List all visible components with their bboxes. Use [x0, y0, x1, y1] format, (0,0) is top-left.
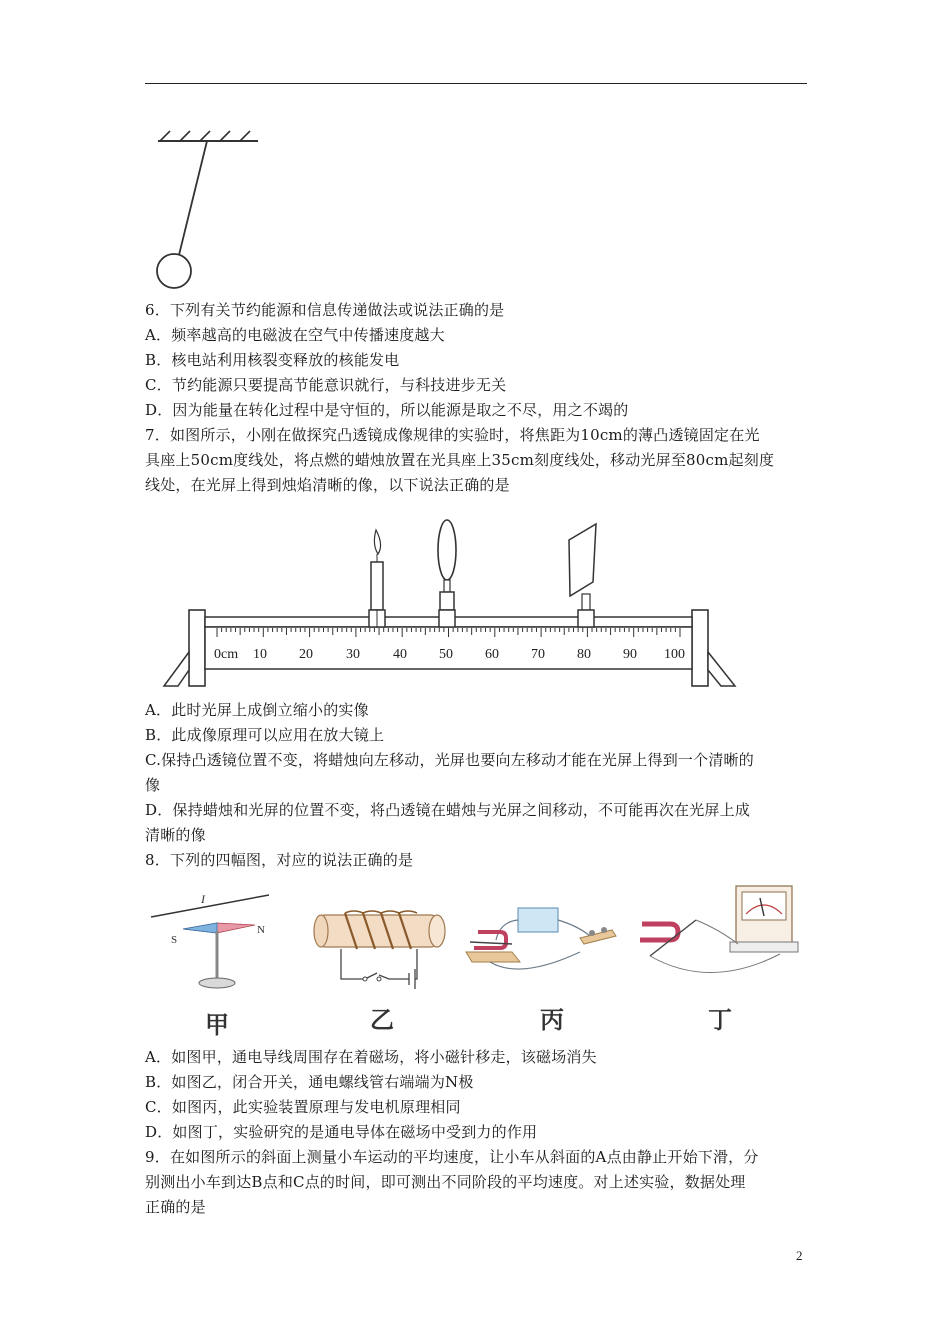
q8-option-b: B．如图乙，闭合开关，通电螺线管右端端为N极 [145, 1073, 474, 1091]
caption-bing: 丙 [540, 1006, 564, 1034]
figure-jia [145, 885, 285, 995]
pendulum-figure [150, 125, 265, 290]
current-label: I [201, 892, 205, 906]
convex-lens [438, 520, 456, 627]
scale-label-10: 10 [253, 647, 267, 662]
q6-stem: 6．下列有关节约能源和信息传递做法或说法正确的是 [145, 301, 505, 319]
q7-stem-line-3: 线处，在光屏上得到烛焰清晰的像，以下说法正确的是 [145, 476, 510, 494]
q7-option-d: D．保持蜡烛和光屏的位置不变，将凸透镜在蜡烛与光屏之间移动，不可能再次在光屏上成 [145, 801, 751, 819]
caption-jia: 甲 [205, 1011, 229, 1039]
q9-stem-line-1: 9．在如图所示的斜面上测量小车运动的平均速度，让小车从斜面的A点由静止开始下滑，分 [145, 1148, 759, 1166]
q7-option-b: B．此成像原理可以应用在放大镜上 [145, 726, 385, 744]
scale-label-90: 90 [623, 647, 637, 662]
scale-label-70: 70 [531, 647, 545, 662]
scale-label-60: 60 [485, 647, 499, 662]
scale-label-0: 0cm [214, 647, 239, 662]
scale-label-40: 40 [393, 647, 407, 662]
q7-stem-line-1: 7．如图所示，小刚在做探究凸透镜成像规律的实验时，将焦距为10cm的薄凸透镜固定在光 [145, 426, 760, 444]
q6-option-b: B．核电站利用核裂变释放的核能发电 [145, 351, 400, 369]
q8-option-a: A．如图甲，通电导线周围存在着磁场，将小磁针移走，该磁场消失 [145, 1048, 597, 1066]
candle [369, 530, 385, 627]
q8-stem: 8．下列的四幅图，对应的说法正确的是 [145, 851, 414, 869]
scale-label-30: 30 [346, 647, 360, 662]
caption-ding: 丁 [708, 1006, 732, 1034]
scale-label-100: 100 [664, 647, 685, 662]
q8-option-c: C．如图丙，此实验装置原理与发电机原理相同 [145, 1098, 461, 1116]
q7-option-d-cont: 清晰的像 [145, 826, 206, 844]
q9-stem-line-3: 正确的是 [145, 1198, 206, 1216]
page-number: 2 [796, 1248, 803, 1263]
q8-option-d: D．如图丁，实验研究的是通电导体在磁场中受到力的作用 [145, 1123, 538, 1141]
figure-bing [460, 900, 620, 980]
scale-label-20: 20 [299, 647, 313, 662]
q6-option-c: C．节约能源只要提高节能意识就行，与科技进步无关 [145, 376, 507, 394]
q6-option-d: D．因为能量在转化过程中是守恒的，所以能源是取之不尽，用之不竭的 [145, 401, 629, 419]
q7-option-a: A．此时光屏上成倒立缩小的实像 [145, 701, 369, 719]
optical-bench-figure [160, 510, 740, 690]
q7-stem-line-2: 具座上50cm度线处，将点燃的蜡烛放置在光具座上35cm刻度线处，移动光屏至80cm起刻度 [145, 451, 775, 469]
light-screen [569, 524, 596, 627]
q7-option-c: C.保持凸透镜位置不变，将蜡烛向左移动，光屏也要向左移动才能在光屏上得到一个清晰的 [145, 751, 754, 769]
figure-yi [305, 895, 455, 995]
q7-option-c-cont: 像 [145, 776, 161, 794]
figure-ding [630, 880, 805, 990]
north-label: N [257, 924, 265, 936]
scale-label-80: 80 [577, 647, 591, 662]
south-label: S [171, 934, 178, 946]
scale-label-50: 50 [439, 647, 453, 662]
q6-option-a: A．频率越高的电磁波在空气中传播速度越大 [145, 326, 445, 344]
q9-stem-line-2: 别测出小车到达B点和C点的时间，即可测出不同阶段的平均速度。对上述实验，数据处理 [145, 1173, 746, 1191]
header-rule [145, 83, 807, 84]
caption-yi: 乙 [370, 1006, 394, 1034]
